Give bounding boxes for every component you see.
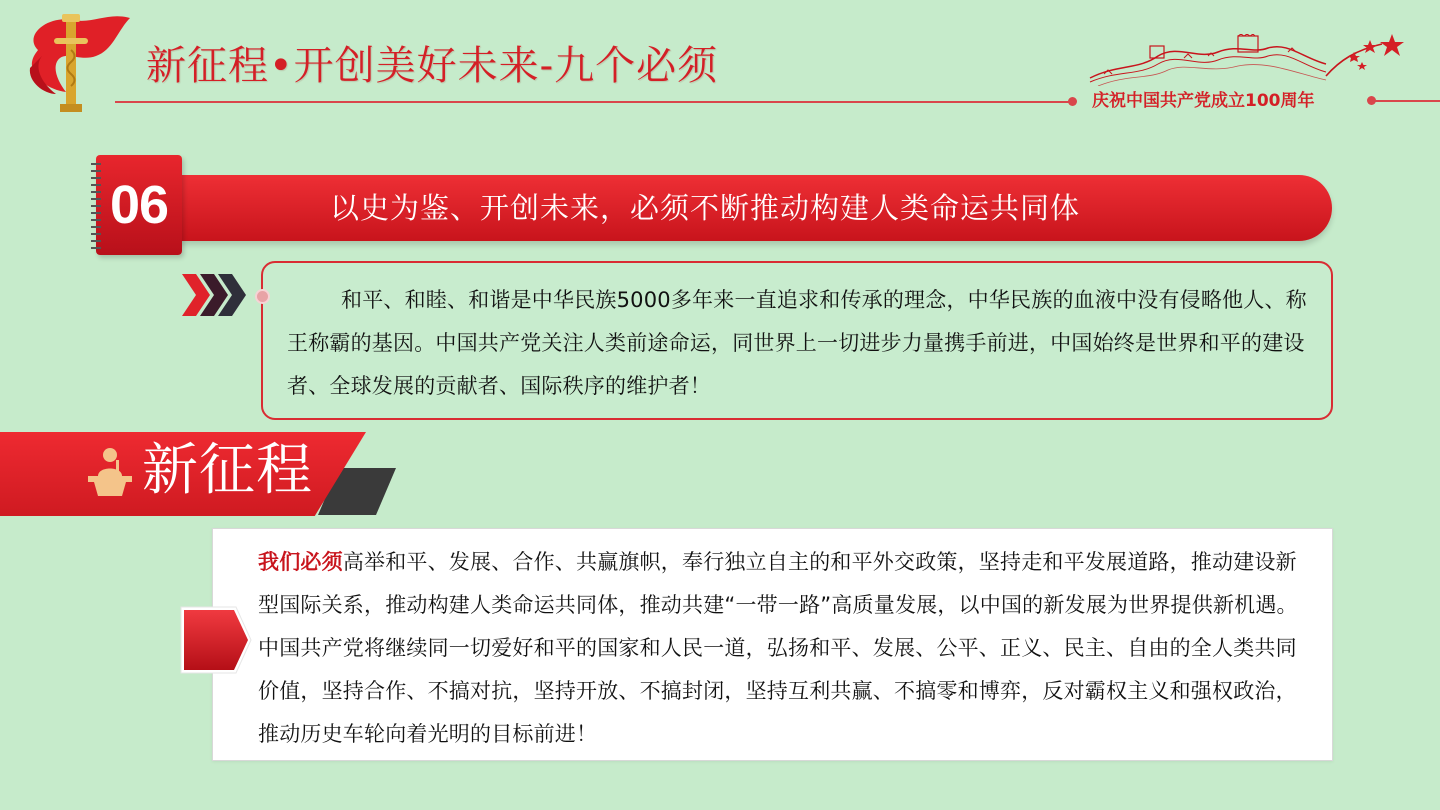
page-title: 新征程•开创美好未来-九个必须: [146, 43, 719, 89]
divider-dot-left: [1068, 97, 1077, 106]
header-divider-right: [1375, 100, 1440, 102]
content-body: 高举和平、发展、合作、共赢旗帜，奉行独立自主的和平外交政策，坚持走和平发展道路，推动建设新型国际关系，推动构建人类命运共同体，推动共建“一带一路”高质量发展，以中国的新发展为世界提供新机遇。中国共产党将继续同一切爱好和平的国家和人民一道，弘扬和平、发展、公平、正义、民主、自由的全人类共同价值，坚持合作、不搞对抗，坚持开放、不搞封闭，坚持互利共赢、不搞零和博弈，反对霸权主义和强权政治，推动历史车轮向着光明的目标前进！: [258, 550, 1298, 746]
section-number-box: [96, 155, 182, 255]
bullet-dot: [255, 289, 270, 304]
stars-decoration: [1322, 30, 1412, 82]
section-banner: [176, 175, 1332, 241]
content-box: [212, 528, 1333, 761]
new-journey-label: 新征程: [142, 438, 313, 503]
quote-text: 和平、和睦、和谐是中华民族5000多年来一直追求和传承的理念，中华民族的血液中没有侵略他人、称王称霸的基因。中国共产党关注人类前途命运，同世界上一切进步力量携手前进，中国始终是世界和平的建设者、全球发展的贡献者、国际秩序的维护者！: [287, 288, 1307, 398]
quote-box: [261, 261, 1333, 420]
content-paragraph: [258, 541, 1314, 756]
anniversary-caption: 庆祝中国共产党成立100周年: [1092, 91, 1315, 111]
header-divider: [115, 101, 1073, 103]
speaker-podium-icon: [86, 446, 134, 496]
content-lead: 我们必须: [258, 550, 343, 574]
section-number: 06: [109, 175, 169, 235]
triple-chevron-icon: [182, 274, 248, 316]
notebook-binding: [89, 160, 103, 252]
red-arrow-tag: [180, 606, 252, 674]
banner-title: 以史为鉴、开创未来，必须不断推动构建人类命运共同体: [330, 191, 1081, 225]
great-wall-illustration: [1088, 34, 1328, 86]
huabiao-flag-emblem: [18, 10, 148, 114]
